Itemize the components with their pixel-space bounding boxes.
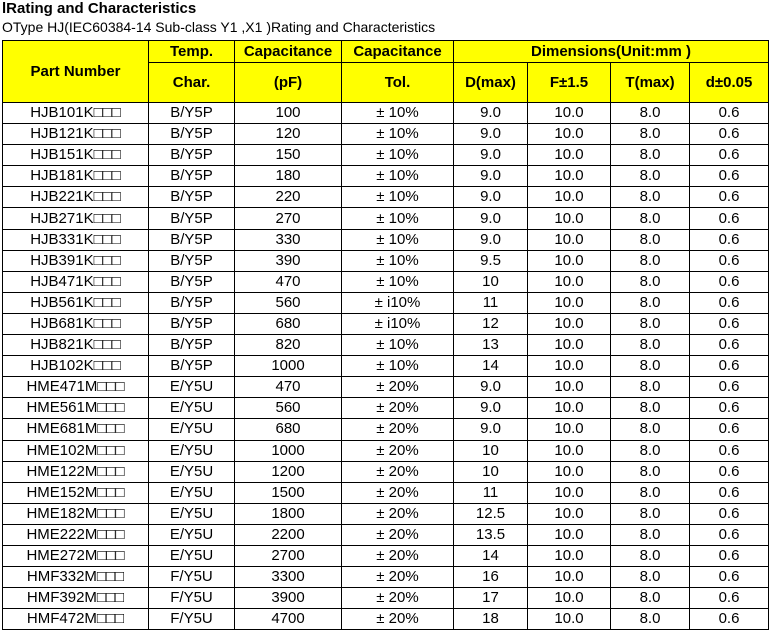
cell-t-max: 8.0 — [611, 524, 690, 545]
cell-capacitance: 1200 — [235, 461, 342, 482]
cell-tolerance: ± 10% — [342, 124, 454, 145]
table-row — [3, 567, 769, 588]
table-row — [3, 250, 769, 271]
cell-d-max: 10 — [454, 271, 528, 292]
cell-f: 10.0 — [528, 271, 611, 292]
cell-part-number: HJB151K□□□ — [3, 145, 149, 166]
cell-tolerance: ± 10% — [342, 356, 454, 377]
table-row — [3, 482, 769, 503]
cell-d: 0.6 — [690, 124, 769, 145]
cell-t-max: 8.0 — [611, 292, 690, 313]
header-dimensions: Dimensions(Unit:mm ) — [454, 41, 769, 63]
cell-tolerance: ± 10% — [342, 335, 454, 356]
cell-tolerance: ± 10% — [342, 229, 454, 250]
cell-d-max: 12.5 — [454, 503, 528, 524]
cell-char: E/Y5U — [149, 524, 235, 545]
header-temp: Temp. — [149, 41, 235, 63]
cell-f: 10.0 — [528, 208, 611, 229]
cell-f: 10.0 — [528, 609, 611, 630]
header-char: Char. — [149, 63, 235, 103]
cell-d-max: 14 — [454, 545, 528, 566]
cell-d-max: 12 — [454, 313, 528, 334]
cell-char: E/Y5U — [149, 503, 235, 524]
cell-t-max: 8.0 — [611, 482, 690, 503]
cell-tolerance: ± 20% — [342, 588, 454, 609]
cell-tolerance: ± 10% — [342, 271, 454, 292]
cell-part-number: HJB331K□□□ — [3, 229, 149, 250]
cell-char: B/Y5P — [149, 313, 235, 334]
cell-part-number: HME182M□□□ — [3, 503, 149, 524]
cell-tolerance: ± 20% — [342, 440, 454, 461]
cell-t-max: 8.0 — [611, 567, 690, 588]
cell-d-max: 9.0 — [454, 377, 528, 398]
cell-capacitance: 120 — [235, 124, 342, 145]
table-row — [3, 124, 769, 145]
cell-capacitance: 560 — [235, 398, 342, 419]
cell-f: 10.0 — [528, 482, 611, 503]
cell-capacitance: 1800 — [235, 503, 342, 524]
cell-char: F/Y5U — [149, 588, 235, 609]
cell-t-max: 8.0 — [611, 103, 690, 124]
cell-f: 10.0 — [528, 187, 611, 208]
cell-d: 0.6 — [690, 609, 769, 630]
cell-part-number: HMF332M□□□ — [3, 567, 149, 588]
cell-d: 0.6 — [690, 187, 769, 208]
cell-capacitance: 1000 — [235, 440, 342, 461]
cell-f: 10.0 — [528, 588, 611, 609]
cell-tolerance: ± 20% — [342, 377, 454, 398]
cell-tolerance: ± 20% — [342, 524, 454, 545]
cell-t-max: 8.0 — [611, 398, 690, 419]
cell-char: E/Y5U — [149, 377, 235, 398]
cell-d: 0.6 — [690, 440, 769, 461]
cell-part-number: HME222M□□□ — [3, 524, 149, 545]
cell-t-max: 8.0 — [611, 250, 690, 271]
cell-d: 0.6 — [690, 545, 769, 566]
cell-capacitance: 150 — [235, 145, 342, 166]
cell-f: 10.0 — [528, 567, 611, 588]
cell-tolerance: ± 20% — [342, 567, 454, 588]
cell-char: E/Y5U — [149, 440, 235, 461]
cell-part-number: HJB271K□□□ — [3, 208, 149, 229]
cell-capacitance: 560 — [235, 292, 342, 313]
cell-f: 10.0 — [528, 440, 611, 461]
cell-capacitance: 2700 — [235, 545, 342, 566]
table-row — [3, 545, 769, 566]
cell-capacitance: 680 — [235, 313, 342, 334]
cell-f: 10.0 — [528, 545, 611, 566]
table-header — [3, 41, 769, 103]
cell-d: 0.6 — [690, 419, 769, 440]
cell-tolerance: ± 20% — [342, 545, 454, 566]
cell-f: 10.0 — [528, 398, 611, 419]
cell-d: 0.6 — [690, 503, 769, 524]
table-body — [3, 103, 769, 630]
cell-f: 10.0 — [528, 166, 611, 187]
cell-f: 10.0 — [528, 103, 611, 124]
table-row — [3, 461, 769, 482]
cell-capacitance: 3300 — [235, 567, 342, 588]
cell-d-max: 9.5 — [454, 250, 528, 271]
table-row — [3, 440, 769, 461]
cell-char: E/Y5U — [149, 482, 235, 503]
cell-d-max: 9.0 — [454, 419, 528, 440]
cell-capacitance: 680 — [235, 419, 342, 440]
cell-t-max: 8.0 — [611, 335, 690, 356]
cell-part-number: HJB121K□□□ — [3, 124, 149, 145]
cell-part-number: HJB821K□□□ — [3, 335, 149, 356]
header-t-max: T(max) — [611, 63, 690, 103]
cell-char: E/Y5U — [149, 545, 235, 566]
cell-t-max: 8.0 — [611, 419, 690, 440]
cell-part-number: HMF392M□□□ — [3, 588, 149, 609]
cell-f: 10.0 — [528, 461, 611, 482]
header-capacitance-unit: (pF) — [235, 63, 342, 103]
table-row — [3, 208, 769, 229]
cell-d-max: 9.0 — [454, 187, 528, 208]
cell-char: B/Y5P — [149, 103, 235, 124]
cell-d: 0.6 — [690, 292, 769, 313]
cell-tolerance: ± 20% — [342, 461, 454, 482]
cell-tolerance: ± 20% — [342, 398, 454, 419]
cell-capacitance: 330 — [235, 229, 342, 250]
table-row — [3, 609, 769, 630]
cell-tolerance: ± 10% — [342, 208, 454, 229]
cell-d-max: 9.0 — [454, 166, 528, 187]
cell-t-max: 8.0 — [611, 166, 690, 187]
cell-d-max: 11 — [454, 292, 528, 313]
cell-f: 10.0 — [528, 145, 611, 166]
cell-part-number: HJB181K□□□ — [3, 166, 149, 187]
cell-part-number: HJB101K□□□ — [3, 103, 149, 124]
cell-part-number: HME681M□□□ — [3, 419, 149, 440]
cell-d-max: 10 — [454, 461, 528, 482]
cell-t-max: 8.0 — [611, 588, 690, 609]
cell-d-max: 9.0 — [454, 398, 528, 419]
cell-char: E/Y5U — [149, 398, 235, 419]
cell-t-max: 8.0 — [611, 229, 690, 250]
cell-char: B/Y5P — [149, 271, 235, 292]
cell-t-max: 8.0 — [611, 609, 690, 630]
cell-t-max: 8.0 — [611, 313, 690, 334]
cell-char: B/Y5P — [149, 356, 235, 377]
cell-part-number: HJB221K□□□ — [3, 187, 149, 208]
header-row-1 — [3, 41, 769, 63]
cell-tolerance: ± i10% — [342, 313, 454, 334]
cell-f: 10.0 — [528, 292, 611, 313]
header-d: d±0.05 — [690, 63, 769, 103]
cell-tolerance: ± 10% — [342, 187, 454, 208]
cell-d-max: 11 — [454, 482, 528, 503]
cell-tolerance: ± 20% — [342, 482, 454, 503]
cell-d: 0.6 — [690, 335, 769, 356]
cell-tolerance: ± 10% — [342, 103, 454, 124]
cell-d: 0.6 — [690, 208, 769, 229]
cell-tolerance: ± 20% — [342, 609, 454, 630]
cell-d: 0.6 — [690, 524, 769, 545]
table-row — [3, 356, 769, 377]
header-capacitance: Capacitance — [235, 41, 342, 63]
cell-d: 0.6 — [690, 145, 769, 166]
cell-d-max: 16 — [454, 567, 528, 588]
cell-f: 10.0 — [528, 419, 611, 440]
cell-d-max: 9.0 — [454, 124, 528, 145]
cell-d: 0.6 — [690, 103, 769, 124]
cell-f: 10.0 — [528, 356, 611, 377]
cell-capacitance: 2200 — [235, 524, 342, 545]
page-title: lRating and Characteristics — [2, 0, 197, 17]
cell-d: 0.6 — [690, 229, 769, 250]
cell-d: 0.6 — [690, 398, 769, 419]
header-tol: Tol. — [342, 63, 454, 103]
cell-d-max: 10 — [454, 440, 528, 461]
cell-d-max: 17 — [454, 588, 528, 609]
table-row — [3, 187, 769, 208]
cell-t-max: 8.0 — [611, 440, 690, 461]
cell-part-number: HJB391K□□□ — [3, 250, 149, 271]
table-row — [3, 588, 769, 609]
cell-capacitance: 100 — [235, 103, 342, 124]
cell-tolerance: ± 10% — [342, 166, 454, 187]
table-row — [3, 229, 769, 250]
cell-d-max: 14 — [454, 356, 528, 377]
cell-d-max: 9.0 — [454, 145, 528, 166]
cell-t-max: 8.0 — [611, 503, 690, 524]
cell-d-max: 18 — [454, 609, 528, 630]
cell-t-max: 8.0 — [611, 377, 690, 398]
table-row — [3, 313, 769, 334]
cell-char: B/Y5P — [149, 145, 235, 166]
cell-char: B/Y5P — [149, 166, 235, 187]
cell-part-number: HJB561K□□□ — [3, 292, 149, 313]
cell-d-max: 13.5 — [454, 524, 528, 545]
cell-capacitance: 390 — [235, 250, 342, 271]
cell-part-number: HME561M□□□ — [3, 398, 149, 419]
cell-t-max: 8.0 — [611, 208, 690, 229]
cell-char: F/Y5U — [149, 567, 235, 588]
cell-char: B/Y5P — [149, 292, 235, 313]
cell-t-max: 8.0 — [611, 124, 690, 145]
cell-f: 10.0 — [528, 377, 611, 398]
table-row — [3, 166, 769, 187]
cell-d: 0.6 — [690, 567, 769, 588]
cell-part-number: HME102M□□□ — [3, 440, 149, 461]
cell-d-max: 9.0 — [454, 229, 528, 250]
cell-capacitance: 180 — [235, 166, 342, 187]
cell-part-number: HME152M□□□ — [3, 482, 149, 503]
cell-char: F/Y5U — [149, 609, 235, 630]
cell-d: 0.6 — [690, 166, 769, 187]
cell-d-max: 9.0 — [454, 103, 528, 124]
header-part-number: Part Number — [3, 41, 149, 103]
table-row — [3, 335, 769, 356]
cell-part-number: HME272M□□□ — [3, 545, 149, 566]
header-d-max: D(max) — [454, 63, 528, 103]
cell-capacitance: 4700 — [235, 609, 342, 630]
cell-capacitance: 820 — [235, 335, 342, 356]
cell-char: B/Y5P — [149, 229, 235, 250]
cell-d: 0.6 — [690, 482, 769, 503]
cell-capacitance: 1000 — [235, 356, 342, 377]
table-row — [3, 103, 769, 124]
cell-capacitance: 3900 — [235, 588, 342, 609]
cell-part-number: HMF472M□□□ — [3, 609, 149, 630]
cell-f: 10.0 — [528, 250, 611, 271]
cell-capacitance: 220 — [235, 187, 342, 208]
cell-char: E/Y5U — [149, 419, 235, 440]
document-header — [2, 0, 435, 38]
cell-d: 0.6 — [690, 313, 769, 334]
cell-capacitance: 470 — [235, 271, 342, 292]
cell-char: B/Y5P — [149, 250, 235, 271]
table-row — [3, 398, 769, 419]
cell-f: 10.0 — [528, 335, 611, 356]
cell-capacitance: 1500 — [235, 482, 342, 503]
cell-f: 10.0 — [528, 503, 611, 524]
table-row — [3, 145, 769, 166]
cell-tolerance: ± 10% — [342, 250, 454, 271]
cell-char: B/Y5P — [149, 187, 235, 208]
cell-t-max: 8.0 — [611, 271, 690, 292]
table-row — [3, 524, 769, 545]
table-row — [3, 377, 769, 398]
cell-tolerance: ± 10% — [342, 145, 454, 166]
cell-capacitance: 470 — [235, 377, 342, 398]
cell-part-number: HME122M□□□ — [3, 461, 149, 482]
cell-char: E/Y5U — [149, 461, 235, 482]
cell-t-max: 8.0 — [611, 145, 690, 166]
cell-d: 0.6 — [690, 377, 769, 398]
cell-char: B/Y5P — [149, 335, 235, 356]
cell-part-number: HJB681K□□□ — [3, 313, 149, 334]
cell-tolerance: ± i10% — [342, 292, 454, 313]
table-row — [3, 271, 769, 292]
cell-f: 10.0 — [528, 229, 611, 250]
cell-d: 0.6 — [690, 271, 769, 292]
cell-d: 0.6 — [690, 356, 769, 377]
header-f: F±1.5 — [528, 63, 611, 103]
table-row — [3, 503, 769, 524]
cell-part-number: HJB471K□□□ — [3, 271, 149, 292]
cell-t-max: 8.0 — [611, 187, 690, 208]
cell-t-max: 8.0 — [611, 545, 690, 566]
cell-d: 0.6 — [690, 461, 769, 482]
cell-f: 10.0 — [528, 313, 611, 334]
ratings-table — [2, 40, 769, 630]
table-row — [3, 292, 769, 313]
cell-char: B/Y5P — [149, 124, 235, 145]
cell-d-max: 13 — [454, 335, 528, 356]
cell-f: 10.0 — [528, 124, 611, 145]
cell-tolerance: ± 20% — [342, 503, 454, 524]
cell-f: 10.0 — [528, 524, 611, 545]
cell-tolerance: ± 20% — [342, 419, 454, 440]
page-subtitle: OType HJ(IEC60384-14 Sub-class Y1 ,X1 )Rating and Characteristics — [2, 19, 436, 35]
cell-part-number: HJB102K□□□ — [3, 356, 149, 377]
cell-t-max: 8.0 — [611, 356, 690, 377]
table-row — [3, 419, 769, 440]
header-capacitance-tol: Capacitance — [342, 41, 454, 63]
cell-t-max: 8.0 — [611, 461, 690, 482]
cell-capacitance: 270 — [235, 208, 342, 229]
cell-d-max: 9.0 — [454, 208, 528, 229]
cell-d: 0.6 — [690, 588, 769, 609]
cell-part-number: HME471M□□□ — [3, 377, 149, 398]
cell-d: 0.6 — [690, 250, 769, 271]
cell-char: B/Y5P — [149, 208, 235, 229]
